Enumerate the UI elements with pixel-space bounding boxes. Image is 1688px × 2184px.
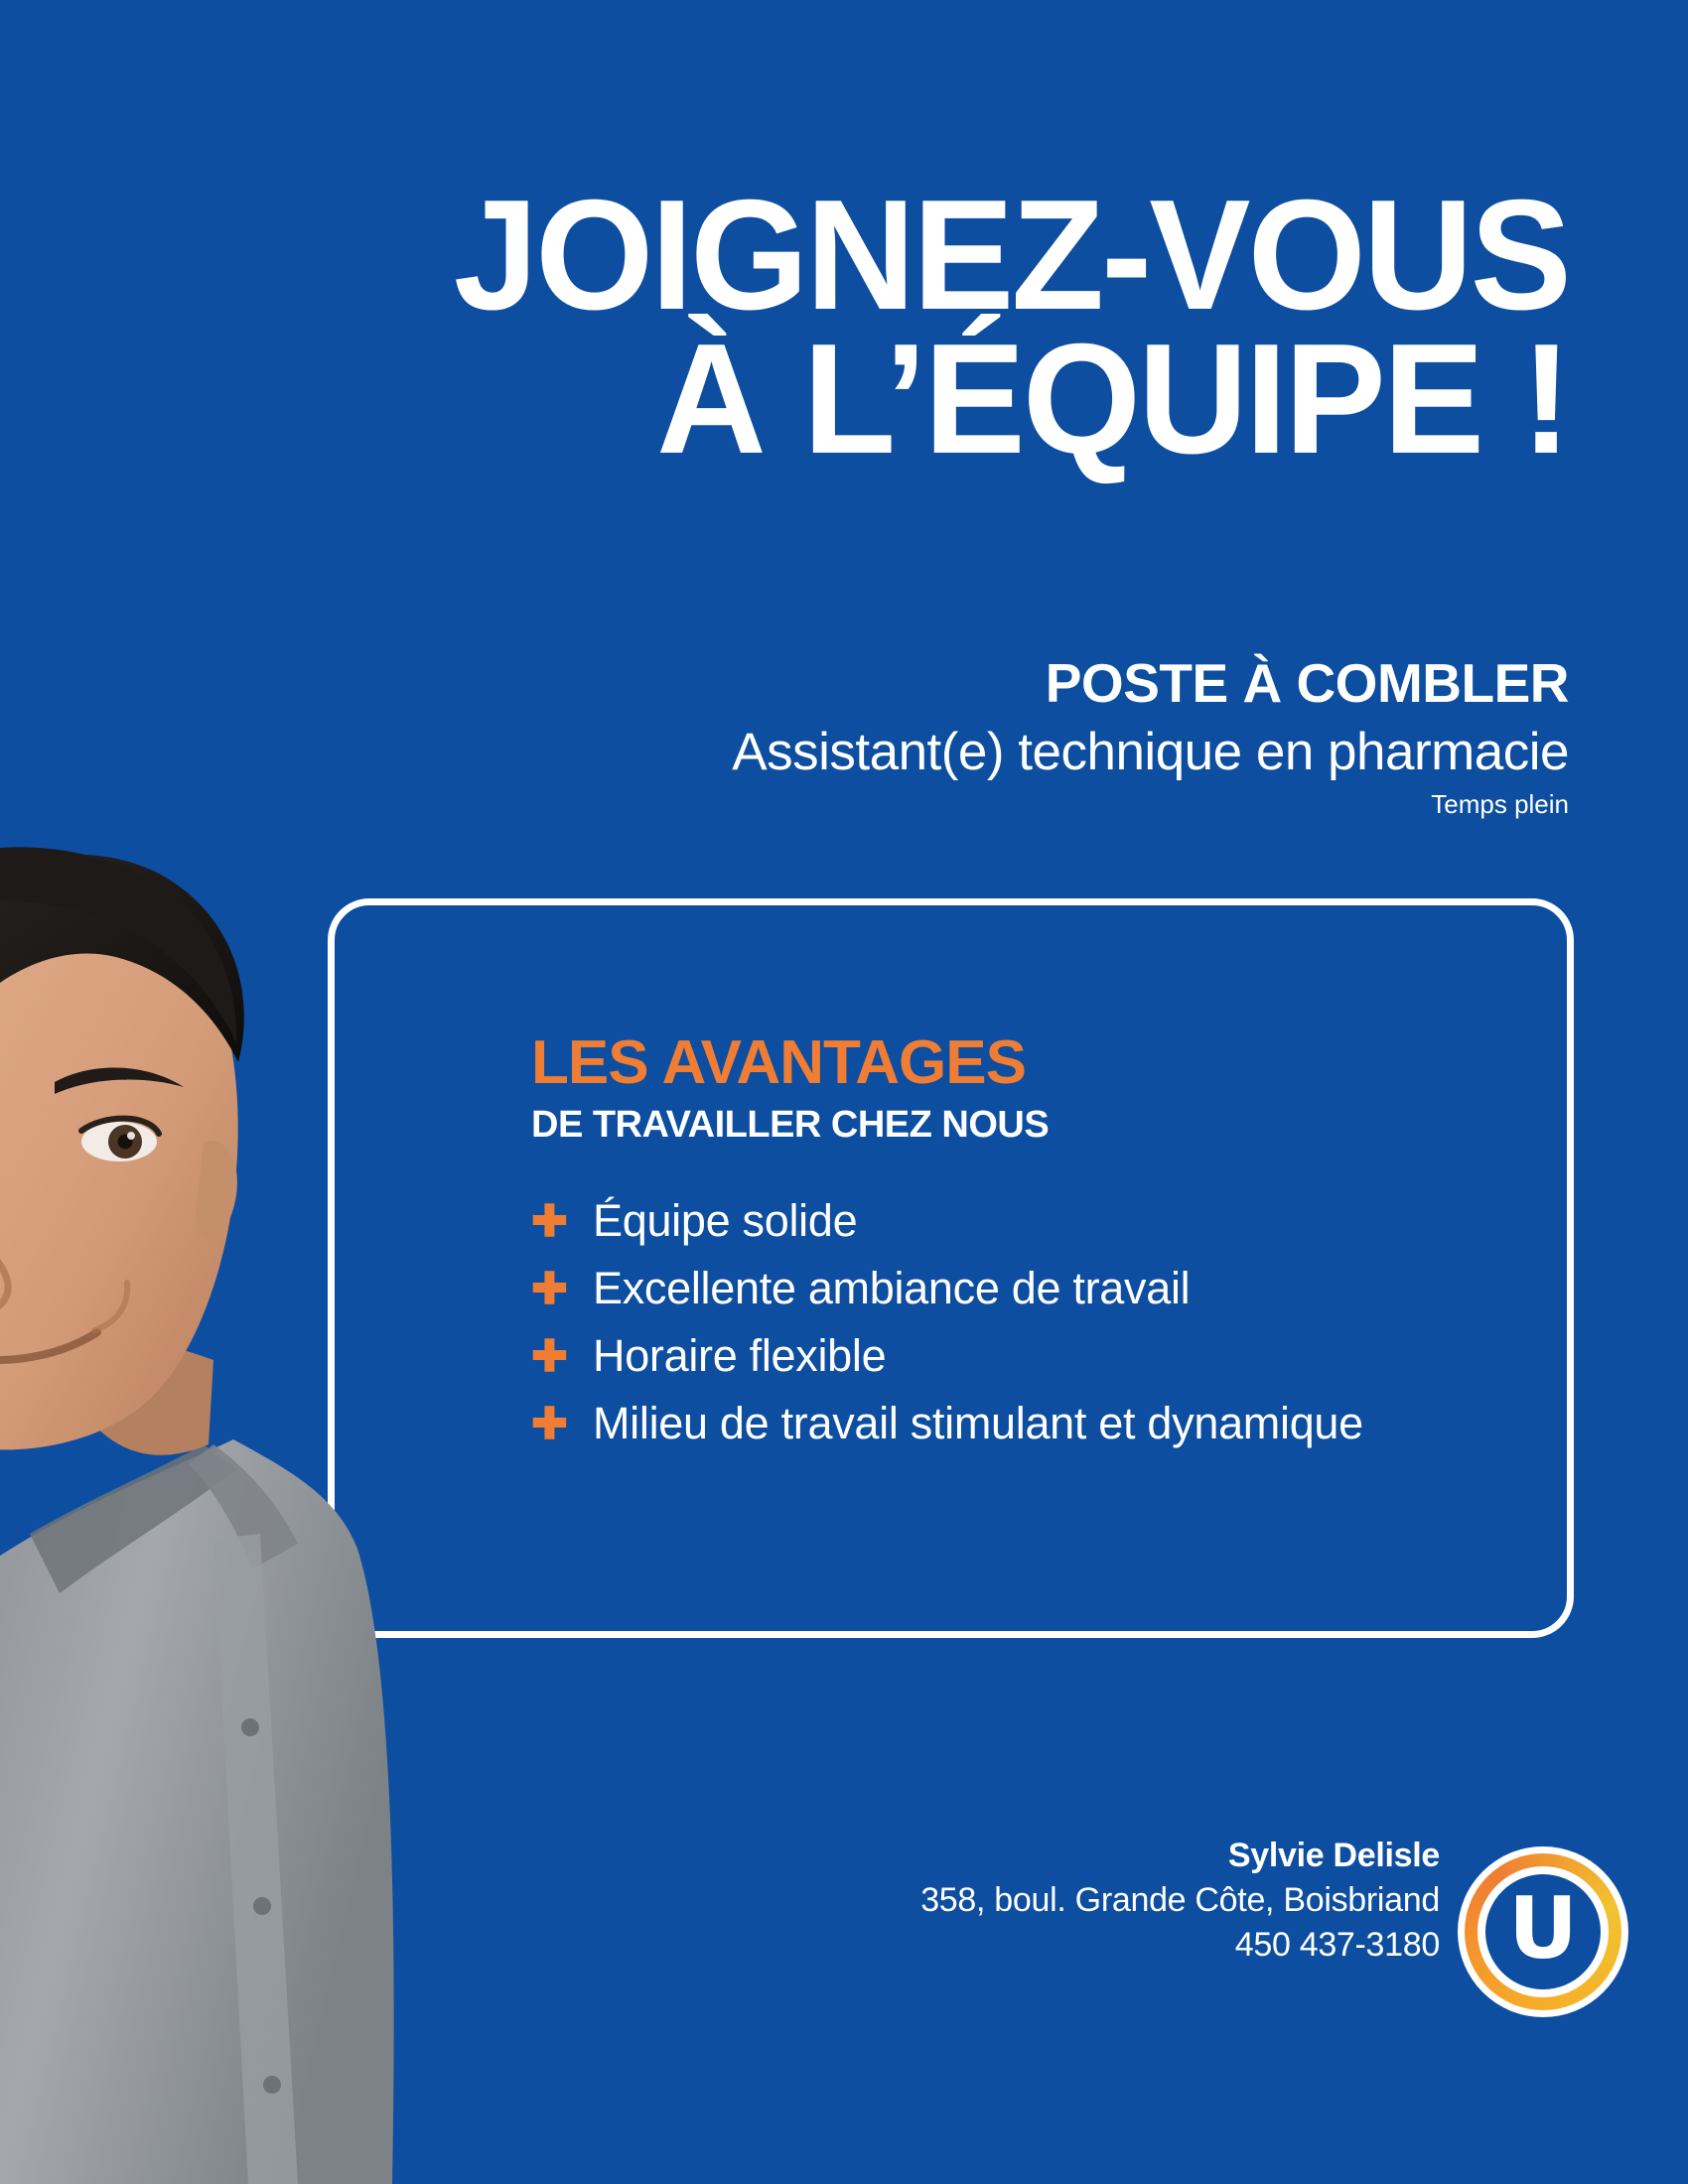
plus-icon: ✚ — [531, 1400, 568, 1448]
logo-letter: U — [1508, 1879, 1578, 1979]
contact-name: Sylvie Delisle — [1227, 1837, 1440, 1875]
list-item-label: Horaire flexible — [593, 1330, 887, 1381]
logo-core — [1485, 1874, 1601, 1989]
list-item-label: Milieu de travail stimulant et dynamique — [593, 1398, 1363, 1448]
plus-icon: ✚ — [531, 1197, 568, 1246]
list-item-label: Excellente ambiance de travail — [593, 1263, 1191, 1313]
plus-icon: ✚ — [531, 1265, 568, 1313]
contact-address: 358, boul. Grande Côte, Boisbriand — [920, 1881, 1440, 1920]
list-item — [531, 1262, 1425, 1315]
headline-line-1: JOIGNEZ-VOUS — [453, 168, 1569, 342]
list-item — [531, 1329, 1425, 1383]
advantages-subtitle: DE TRAVAILLER CHEZ NOUS — [531, 1104, 1050, 1146]
brand-logo — [1458, 1846, 1628, 2017]
list-item — [531, 1194, 1425, 1248]
contact-block — [920, 1834, 1440, 1968]
job-label: POSTE À COMBLER — [1045, 652, 1569, 714]
list-item — [531, 1397, 1425, 1450]
job-title: Assistant(e) technique en pharmacie — [732, 722, 1569, 781]
list-item-label: Équipe solide — [593, 1195, 858, 1246]
plus-icon: ✚ — [531, 1332, 568, 1381]
page-title — [0, 168, 1628, 487]
contact-phone: 450 437-3180 — [1234, 1926, 1440, 1965]
advantages-content — [531, 1028, 1425, 1464]
headline-line-2: À L’ÉQUIPE ! — [656, 312, 1569, 487]
advantages-list — [531, 1194, 1425, 1450]
job-schedule: Temps plein — [1431, 789, 1569, 820]
job-info — [0, 652, 1628, 820]
advantages-title: LES AVANTAGES — [531, 1028, 1026, 1097]
